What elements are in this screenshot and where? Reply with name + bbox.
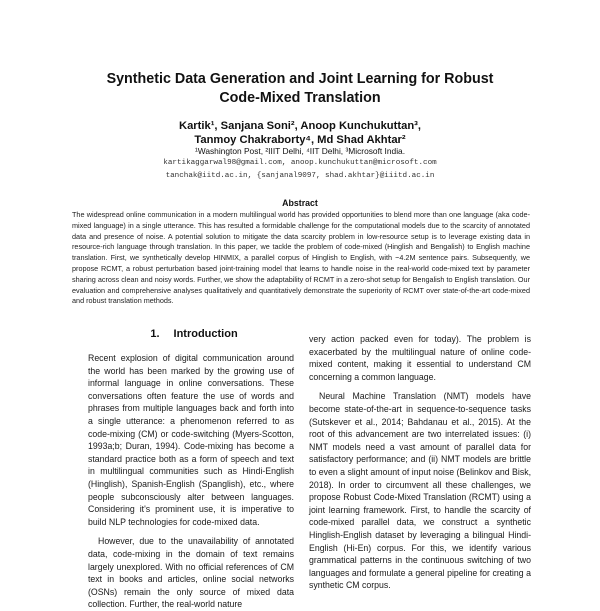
abstract-heading: Abstract (282, 198, 318, 208)
email-line-2: tanchak@iitd.ac.in, {sanjanal9097, shad.akhtar}@iiitd.ac.in (165, 171, 435, 180)
intro-paragraph-3: very action packed even for today). The problem is exacerbated by the multilingual nature of online code-mixed content, making it essential to understand CM concerning a common language. (309, 334, 531, 382)
section-title: Introduction (173, 328, 238, 340)
intro-paragraph-4: Neural Machine Translation (NMT) models have become state-of-the-art in sequence-to-sequence tasks (Sutskever et al., 2014; Bahdanau et al., 2015). At the root of this advancement are two interrelated issues: (i) NMT models need a vast amount of parallel data for satisfactory performance; and (ii) NMT models are brittle to even a slight amount of input noise (Belinkov and Bisk, 2018). In order to circumvent all these challenges, we propose Robust Code-Mixed Translation (RCMT) using a joint learning framework. First, to handle the scarcity of code-mixed parallel data, we construct a synthetic Hinglish-English dataset by leveraging a bilingual Hindi-English (Hi-En) corpus. For this, we identify various grammatical patterns in the continuous switching of two languages and formulate a general pipeline for creating a synthetic CM corpus. (309, 391, 531, 591)
paper-title (60, 70, 540, 108)
paper-title-line-1: Synthetic Data Generation and Joint Learning for Robust (106, 71, 494, 87)
intro-paragraph-1: Recent explosion of digital communication around the world has been marked by the growing use of informal language in online conversations. These conversations often feature the use of words and phrases from multiple languages back and forth into a single utterance: a phenomenon referred to as code-mixing (CM) or code-switching (Myers-Scotton, 1993a;b; Duran, 1994). Code-mixing has become a standard practice both as a form of speech and text in multilingual communities such as Hindi-English (Hinglish), Spanish-English (Spanglish), etc., where people subconsciously alter between languages. Considering it's prominent use, it is imperative to build NLP technologies for code-mixed data. (88, 353, 294, 527)
left-column (88, 352, 294, 611)
section-heading-introduction (84, 328, 304, 340)
author-list (60, 119, 540, 147)
abstract-body: The widespread online communication in a modern multilingual world has provided opportunities to blend more than one language (aka code-mixed language) in a single utterance. This has resulted a formidable challenge for the computational models due to the scarcity of annotated data and presence of noise. A potential solution to mitigate the data scarcity problem in low-resource setup is to leverage existing data in resource-rich language through translation. In this paper, we tackle the problem of code-mixed (Hinglish and Bengalish) to English machine translation. First, we synthetically develop HINMIX, a parallel corpus of Hinglish to English, with ~4.2M sentence pairs. Subsequently, we propose RCMT, a robust perturbation based joint-training model that learns to handle noise in the real-world code-mixed text by parameter sharing across clean and noisy words. Further, we show the adaptability of RCMT in a zero-shot setup for Bengalish to English translation. Our evaluation and comprehensive analyses qualitatively and quantitatively demonstrate the superiority of RCMT over state-of-the-art code-mixed and robust translation methods. (72, 210, 530, 306)
author-line-2: Tanmoy Chakraborty⁴, Md Shad Akhtar² (194, 134, 406, 146)
intro-paragraph-2: However, due to the unavailability of annotated data, code-mixing in the domain of text remains largely unexplored. With no official references of CM text in books and articles, online social networks (OSNs) remain the only source of mixed data collection. Further, the real-world nature (88, 536, 294, 610)
section-number: 1. (150, 328, 160, 340)
paper-title-line-2: Code-Mixed Translation (219, 90, 381, 106)
author-emails (60, 157, 540, 182)
affiliations: ¹Washington Post, ²IIIT Delhi, ⁴IIT Delhi, ³Microsoft India. (194, 146, 406, 156)
author-line-1: Kartik¹, Sanjana Soni², Anoop Kunchukuttan³, (179, 120, 421, 132)
email-line-1: kartikaggarwal98@gmail.com, anoop.kunchukuttan@microsoft.com (163, 159, 437, 167)
right-column (309, 333, 531, 592)
